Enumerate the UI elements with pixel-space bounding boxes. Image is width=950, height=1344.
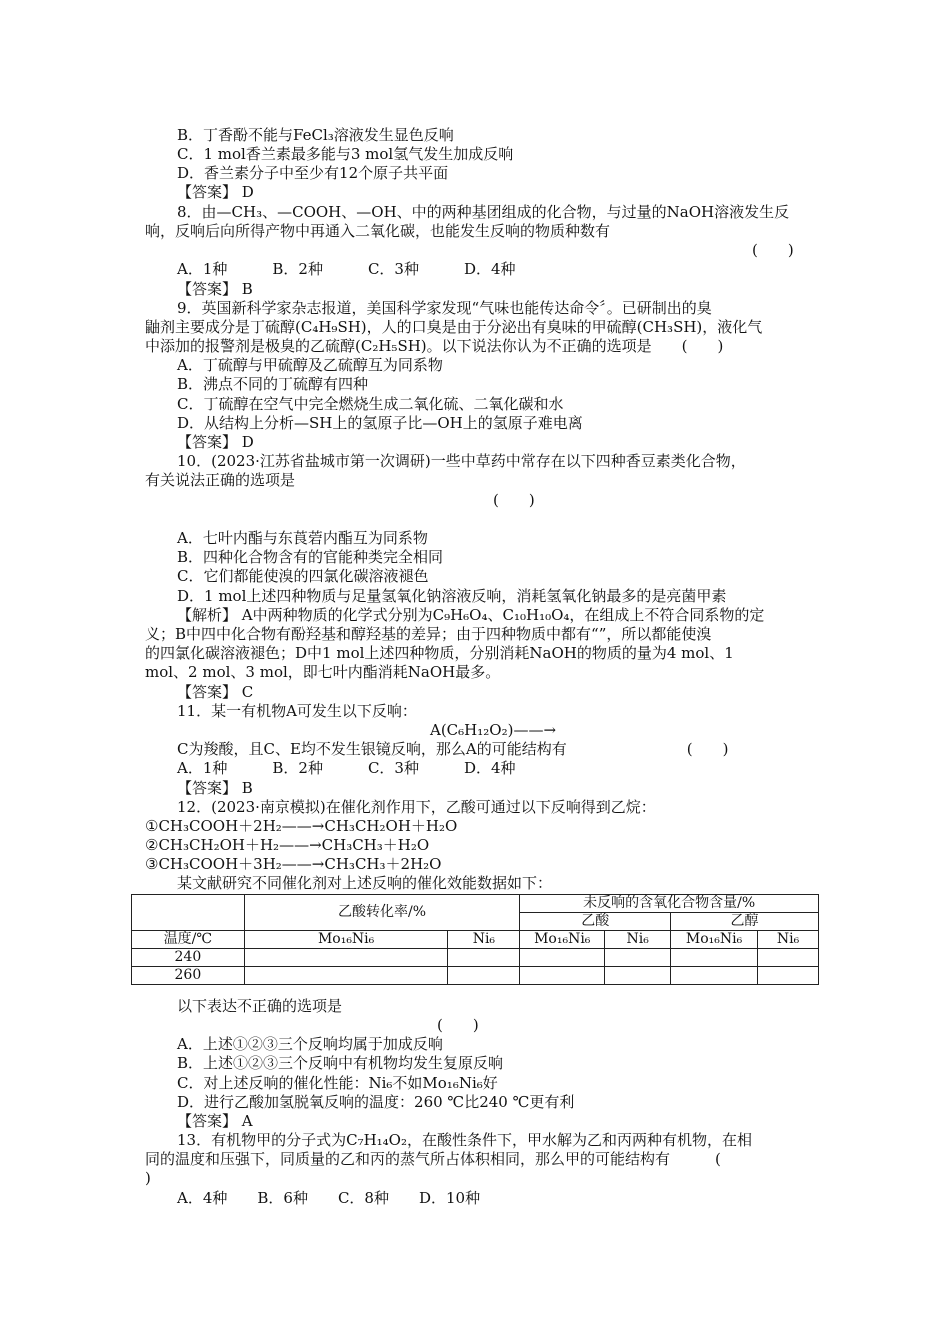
text-line: C．丁硫醇在空气中完全燃烧生成二氧化硫、二氧化碳和水	[177, 395, 564, 413]
text-line: 【答案】 A	[177, 1112, 253, 1130]
text-line: 的四氯化碳溶液褪色；D中1 mol上述四种物质，分别消耗NaOH的物质的量为4 mol、1	[145, 644, 734, 662]
text-line: 以下表达不正确的选项是	[177, 997, 343, 1015]
row-temp: 240	[132, 949, 245, 967]
catalyst-data-table	[131, 894, 819, 985]
header-conversion: 乙酸转化率/%	[244, 895, 520, 931]
table-row	[132, 967, 819, 985]
header-cat-mo: Mo₁₆Ni₆	[244, 931, 448, 949]
text-line: ③CH₃COOH＋3H₂——→CH₃CH₃＋2H₂O	[145, 855, 442, 873]
text-line: B．上述①②③三个反响中有机物均发生复原反响	[177, 1054, 504, 1072]
text-line: 鼬剂主要成分是丁硫醇(C₄H₉SH)，人的口臭是由于分泌出有臭味的甲硫醇(CH₃SH)，液化气	[145, 318, 763, 336]
text-line: A．七叶内酯与东莨菪内酯互为同系物	[177, 529, 428, 547]
text-line: 9．英国新科学家杂志报道，美国科学家发现“气味也能传达命令〞。已研制出的臭	[177, 299, 712, 317]
text-line: A．1种 B．2种 C．3种 D．4种	[177, 260, 516, 278]
text-line: ( )	[493, 491, 535, 509]
text-line: ①CH₃COOH＋2H₂——→CH₃CH₂OH＋H₂O	[145, 817, 458, 835]
text-line: C．1 mol香兰素最多能与3 mol氢气发生加成反响	[177, 145, 514, 163]
table-cell	[758, 967, 819, 985]
text-line: 【答案】 B	[177, 280, 253, 298]
header-cat-ni: Ni₆	[758, 931, 819, 949]
text-line: 10．(2023·江苏省盐城市第一次调研)一些中草药中常存在以下四种香豆素类化合物，	[177, 452, 746, 470]
text-line: 11．某一有机物A可发生以下反响：	[177, 702, 417, 720]
text-line: 【答案】 B	[177, 779, 253, 797]
text-line: 【答案】 C	[177, 683, 254, 701]
text-line: D．1 mol上述四种物质与足量氢氧化钠溶液反响，消耗氢氧化钠最多的是亮菌甲素	[177, 587, 727, 605]
text-line: 8．由—CH₃、—COOH、—OH、中的两种基团组成的化合物，与过量的NaOH溶液发生反	[177, 203, 790, 221]
text-line: A．1种 B．2种 C．3种 D．4种	[177, 759, 516, 777]
text-line: 义；B中四中化合物有酚羟基和醇羟基的差异；由于四种物质中都有“”，所以都能使溴	[145, 625, 712, 643]
text-line: 有关说法正确的选项是	[145, 471, 296, 489]
table-cell	[244, 949, 448, 967]
text-line: D．从结构上分析—SH上的氢原子比—OH上的氢原子难电离	[177, 414, 583, 432]
text-line: ②CH₃CH₂OH＋H₂——→CH₃CH₃＋H₂O	[145, 836, 430, 854]
header-cat-ni: Ni₆	[605, 931, 671, 949]
table-cell	[605, 949, 671, 967]
header-temp: 温度/℃	[132, 931, 245, 949]
text-line: 同的温度和压强下，同质量的乙和丙的蒸气所占体积相同，那么甲的可能结构有 (	[145, 1150, 721, 1168]
header-cat-mo: Mo₁₆Ni₆	[671, 931, 758, 949]
table-cell	[520, 949, 605, 967]
header-alcohol: 乙醇	[671, 913, 819, 931]
table-cell	[520, 967, 605, 985]
text-line: C为羧酸，且C、E均不发生银镜反响，那么A的可能结构有 ( )	[177, 740, 729, 758]
text-line: A．丁硫醇与甲硫醇及乙硫醇互为同系物	[177, 356, 443, 374]
text-line: 响，反响后向所得产物中再通入二氧化碳，也能发生反响的物质种数有	[145, 222, 611, 240]
header-acid: 乙酸	[520, 913, 671, 931]
text-line: ( )	[437, 1016, 479, 1034]
text-line: 某文献研究不同催化剂对上述反响的催化效能数据如下：	[177, 874, 553, 892]
text-line: 中添加的报警剂是极臭的乙硫醇(C₂H₅SH)。以下说法你认为不正确的选项是 ( )	[145, 337, 724, 355]
text-line: 【解析】 A中两种物质的化学式分别为C₉H₆O₄、C₁₀H₁₀O₄，在组成上不符合同系物的定	[177, 606, 765, 624]
text-line: )	[145, 1169, 151, 1187]
header-cat-mo: Mo₁₆Ni₆	[520, 931, 605, 949]
text-line: B．沸点不同的丁硫醇有四种	[177, 375, 369, 393]
row-temp: 260	[132, 967, 245, 985]
text-line: B．丁香酚不能与FeCl₃溶液发生显色反响	[177, 126, 454, 144]
text-line: D．香兰素分子中至少有12个原子共平面	[177, 164, 449, 182]
text-line: mol、2 mol、3 mol，即七叶内酯消耗NaOH最多。	[145, 663, 501, 681]
text-line: A．上述①②③三个反响均属于加成反响	[177, 1035, 443, 1053]
text-line: 12．(2023·南京模拟)在催化剂作用下，乙酸可通过以下反响得到乙烷：	[177, 798, 656, 816]
text-line: D．进行乙酸加氢脱氧反响的温度：260 ℃比240 ℃更有利	[177, 1093, 575, 1111]
text-line: 【答案】 D	[177, 433, 254, 451]
header-empty	[132, 895, 245, 931]
text-line: B．四种化合物含有的官能种类完全相同	[177, 548, 444, 566]
text-line: A(C₆H₁₂O₂)——→	[430, 721, 557, 739]
table-cell	[448, 949, 520, 967]
table-cell	[758, 949, 819, 967]
table-cell	[671, 949, 758, 967]
text-line: C．对上述反响的催化性能：Ni₆不如Mo₁₆Ni₆好	[177, 1074, 498, 1092]
table-row	[132, 949, 819, 967]
text-line: ( )	[752, 241, 794, 259]
table-cell	[605, 967, 671, 985]
text-line: 【答案】 D	[177, 183, 254, 201]
table-cell	[671, 967, 758, 985]
table-cell	[244, 967, 448, 985]
text-line: A．4种 B．6种 C．8种 D．10种	[177, 1189, 481, 1207]
header-unreacted: 未反响的含氧化合物含量/%	[520, 895, 819, 913]
text-line: 13．有机物甲的分子式为C₇H₁₄O₂，在酸性条件下，甲水解为乙和丙两种有机物，在相	[177, 1131, 752, 1149]
text-line: C．它们都能使溴的四氯化碳溶液褪色	[177, 567, 429, 585]
table-cell	[448, 967, 520, 985]
header-cat-ni: Ni₆	[448, 931, 520, 949]
